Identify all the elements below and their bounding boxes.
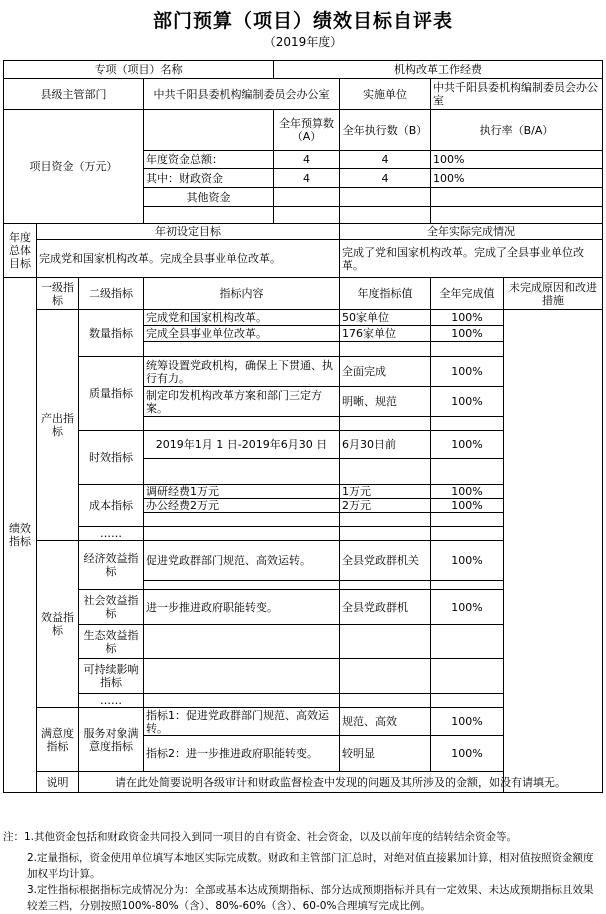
indicator-target: 全面完成 <box>340 357 431 387</box>
indicator-done: 100% <box>431 541 504 581</box>
overall-actual-text: 完成了党和国家机构改革。完成了全县事业单位改革。 <box>340 240 603 278</box>
sustain-label: 可持续影响指标 <box>79 659 144 694</box>
output-label: 产出指标 <box>37 310 79 541</box>
indicator-target: 明晰、规范 <box>340 387 431 417</box>
indicator-target: 2万元 <box>340 499 431 513</box>
indicator-done: 100% <box>431 499 504 513</box>
indicator-empty <box>431 513 504 527</box>
overall-actual-header: 全年实际完成情况 <box>340 224 603 240</box>
indicator-done: 100% <box>431 357 504 387</box>
indicator-empty <box>340 625 431 659</box>
impl-label: 实施单位 <box>340 79 431 110</box>
indicator-done: 100% <box>431 387 504 417</box>
overall-plan-header: 年初设定目标 <box>37 224 340 240</box>
benefit-ellipsis: …… <box>79 694 144 708</box>
indicator-empty <box>144 513 340 527</box>
project-name: 机构改革工作经费 <box>274 61 603 79</box>
dept-label: 县级主管部门 <box>4 79 144 110</box>
page-subtitle: （2019年度） <box>263 35 343 49</box>
indicator-content: 制定印发机构改革方案和部门三定方案。 <box>144 387 340 417</box>
indicator-empty <box>431 694 504 708</box>
funds-empty <box>340 207 431 224</box>
indicator-done: 100% <box>431 590 504 625</box>
indicator-empty <box>340 417 431 431</box>
perf-h-level1: 一级指标 <box>37 278 79 310</box>
benefit-label: 效益指标 <box>37 541 79 708</box>
indicator-done: 100% <box>431 736 504 772</box>
indicator-target: 176家单位 <box>340 326 431 342</box>
indicator-empty <box>431 459 504 485</box>
social-label: 社会效益指标 <box>79 590 144 625</box>
indicator-target: 6月30日前 <box>340 431 431 459</box>
indicator-empty <box>144 581 340 590</box>
indicator-target: 50家单位 <box>340 310 431 326</box>
funds-row-rate: 100% <box>431 169 603 188</box>
funds-empty <box>431 207 603 224</box>
perf-h-target: 年度指标值 <box>340 278 431 310</box>
indicator-empty <box>144 342 340 357</box>
indicator-done: 100% <box>431 431 504 459</box>
funds-row-rate <box>431 188 603 207</box>
indicator-content: 办公经费2万元 <box>144 499 340 513</box>
perf-h-done: 全年完成值 <box>431 278 504 310</box>
project-name-label: 专项（项目）名称 <box>4 61 274 79</box>
indicator-content: 2019年1月 1 日-2019年6月30 日 <box>144 431 340 459</box>
overall-label: 年度总体目标 <box>4 224 37 278</box>
note-2: 2.定量指标，资金使用单位填写本地区实际完成数。财政和主管部门汇总时，对绝对值直接累加计算，相对值按照资金额度加权平均计算。 <box>27 852 594 880</box>
indicator-target: 较明显 <box>340 736 431 772</box>
funds-empty <box>144 207 274 224</box>
funds-empty <box>274 207 340 224</box>
funds-row-name: 年度资金总额： <box>144 151 274 169</box>
indicator-empty <box>340 694 431 708</box>
cost-label: 成本指标 <box>79 485 144 527</box>
indicator-empty <box>144 417 340 431</box>
perf-h-reason: 未完成原因和改进措施 <box>504 278 603 310</box>
indicator-empty <box>340 513 431 527</box>
evaluation-form <box>3 60 603 793</box>
funds-col-rate: 执行率（B/A） <box>431 110 603 151</box>
time-label: 时效指标 <box>79 431 144 485</box>
output-ellipsis: …… <box>79 527 144 541</box>
explain-label: 说明 <box>37 772 79 793</box>
eco-label: 生态效益指标 <box>79 625 144 659</box>
satisfaction-label: 满意度指标 <box>37 708 79 772</box>
funds-row-b <box>340 188 431 207</box>
indicator-empty <box>340 527 431 541</box>
funds-blank <box>144 110 274 151</box>
perf-h-content: 指标内容 <box>144 278 340 310</box>
impl-value: 中共千阳县委机构编制委员会办公室 <box>431 79 603 110</box>
indicator-empty <box>340 581 431 590</box>
indicator-target: 1万元 <box>340 485 431 499</box>
funds-label: 项目资金（万元） <box>4 110 144 224</box>
indicator-empty <box>340 459 431 485</box>
indicator-done: 100% <box>431 485 504 499</box>
indicator-target: 全县党政群机 <box>340 590 431 625</box>
funds-row-a <box>274 188 340 207</box>
funds-row-name: 其中：财政资金 <box>144 169 274 188</box>
indicator-content: 完成全县事业单位改革。 <box>144 326 340 342</box>
indicator-empty <box>431 417 504 431</box>
indicator-content: 统筹设置党政机构，确保上下贯通、执行有力。 <box>144 357 340 387</box>
overall-plan-text: 完成党和国家机构改革。完成全县事业单位改革。 <box>37 240 340 278</box>
note-3: 3.定性指标根据指标完成情况分为：全部或基本达成预期指标、部分达成预期指标并具有一定效果、未达成预期指标且效果较差三档，分别按照100%-80%（含）、80%-60%（含）、60-0%合理填写完成比例。 <box>27 884 594 912</box>
reason-cell <box>504 310 603 793</box>
funds-row-rate: 100% <box>431 151 603 169</box>
funds-col-b: 全年执行数（B） <box>340 110 431 151</box>
indicator-empty <box>431 659 504 694</box>
indicator-empty <box>144 694 340 708</box>
indicator-empty <box>340 342 431 357</box>
indicator-empty <box>144 625 340 659</box>
indicator-content: 指标2：进一步推进政府职能转变。 <box>144 736 340 772</box>
funds-row-name: 其他资金 <box>144 188 274 207</box>
indicator-content: 指标1：促进党政群部门规范、高效运转。 <box>144 708 340 736</box>
indicator-target: 全县党政群机关 <box>340 541 431 581</box>
funds-row-a: 4 <box>274 169 340 188</box>
indicator-done: 100% <box>431 326 504 342</box>
indicator-target: 规范、高效 <box>340 708 431 736</box>
page-title: 部门预算（项目）绩效目标自评表 <box>152 10 453 32</box>
indicator-empty <box>144 527 340 541</box>
quality-label: 质量指标 <box>79 357 144 431</box>
indicator-empty <box>431 581 504 590</box>
indicator-content: 完成党和国家机构改革。 <box>144 310 340 326</box>
funds-row-b: 4 <box>340 169 431 188</box>
perf-h-level2: 二级指标 <box>79 278 144 310</box>
perf-label: 绩效指标 <box>4 278 37 793</box>
indicator-content: 调研经费1万元 <box>144 485 340 499</box>
note-1: 注：1.其他资金包括和财政资金共同投入到同一项目的自有资金、社会资金，以及以前年度的结转结余资金等。 <box>3 831 518 843</box>
funds-row-a: 4 <box>274 151 340 169</box>
explain-text: 请在此处简要说明各级审计和财政监督检查中发现的问题及其所涉及的金额，如没有请填无。 <box>79 772 603 793</box>
indicator-content: 促进党政群部门规范、高效运转。 <box>144 541 340 581</box>
indicator-empty <box>431 527 504 541</box>
indicator-done: 100% <box>431 310 504 326</box>
qty-label: 数量指标 <box>79 310 144 357</box>
indicator-empty <box>340 659 431 694</box>
indicator-empty <box>431 342 504 357</box>
funds-col-a: 全年预算数（A） <box>274 110 340 151</box>
indicator-content: 进一步推进政府职能转变。 <box>144 590 340 625</box>
econ-label: 经济效益指标 <box>79 541 144 590</box>
indicator-empty <box>431 625 504 659</box>
indicator-done: 100% <box>431 708 504 736</box>
service-label: 服务对象满意度指标 <box>79 708 144 772</box>
indicator-empty <box>144 659 340 694</box>
dept-value: 中共千阳县委机构编制委员会办公室 <box>144 79 340 110</box>
funds-row-b: 4 <box>340 151 431 169</box>
indicator-empty <box>144 459 340 485</box>
